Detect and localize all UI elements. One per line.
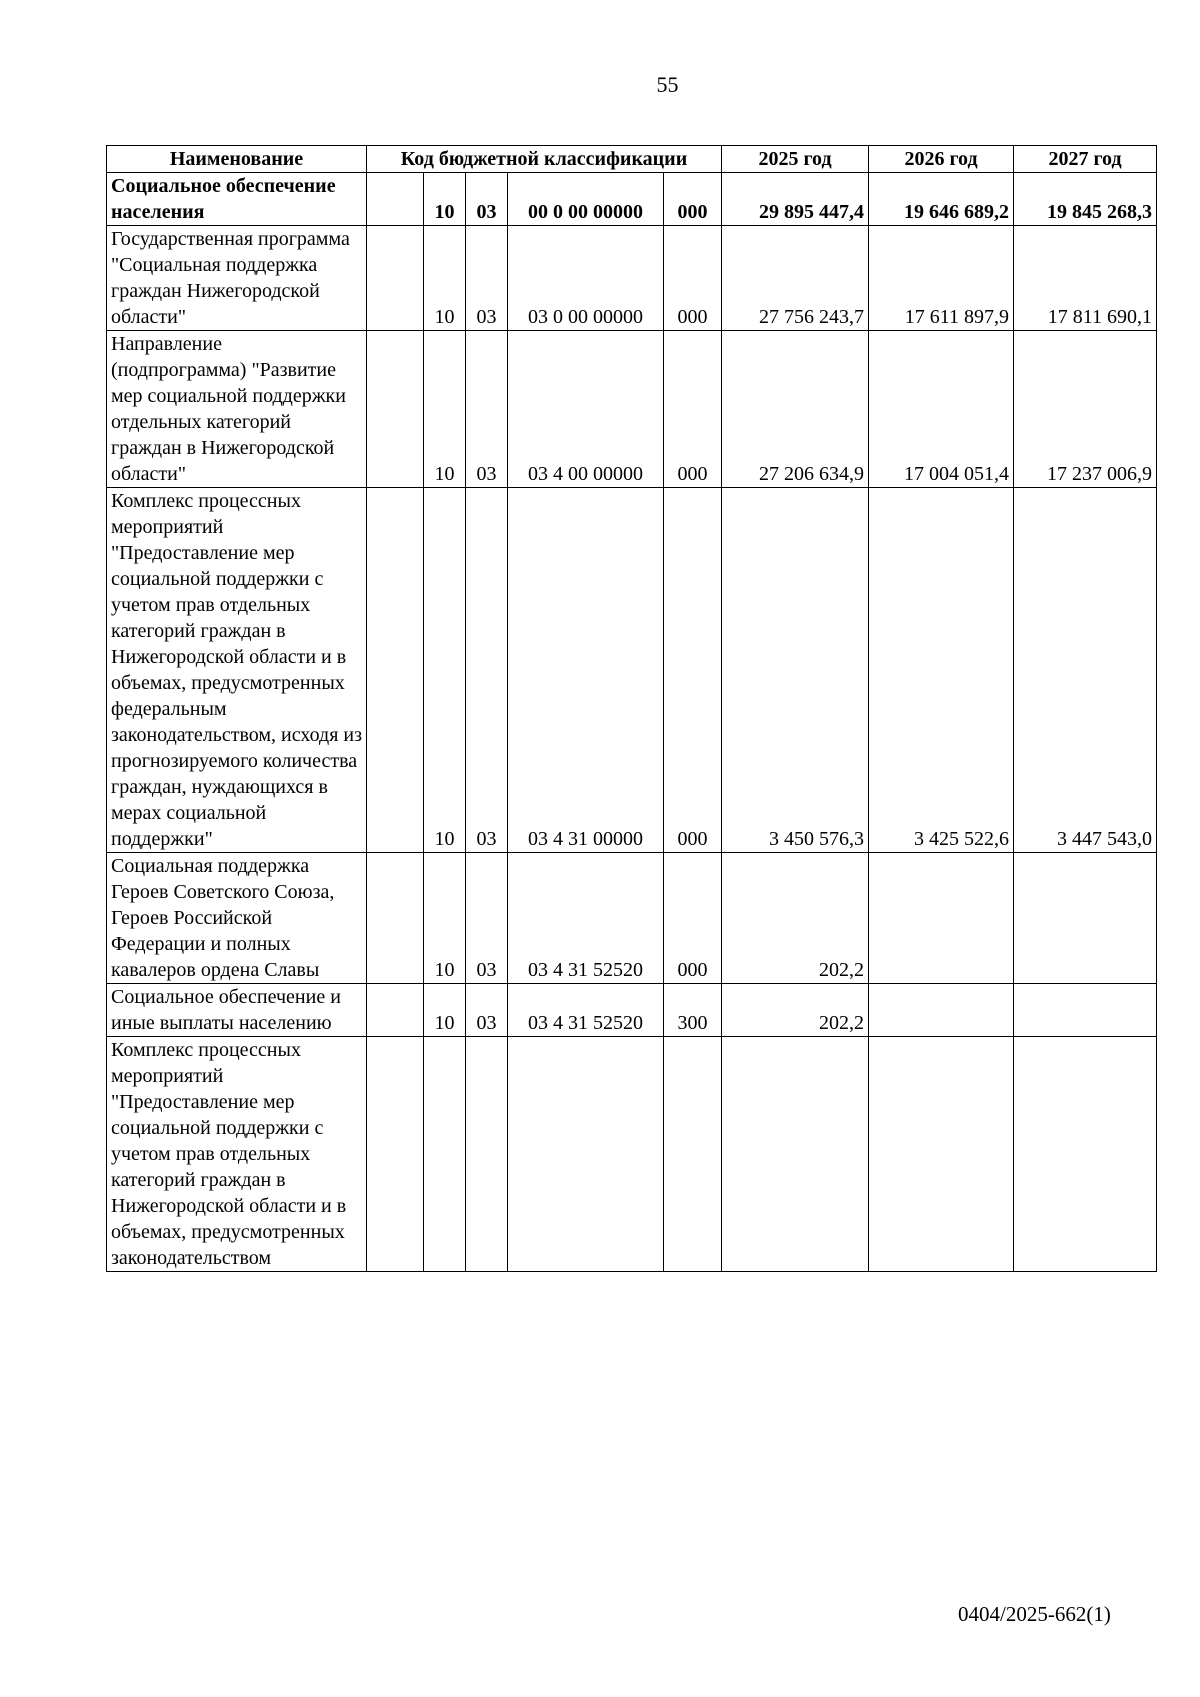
row-code-subsection: 03 (466, 331, 508, 488)
row-value-2025: 202,2 (722, 853, 869, 984)
table-row (107, 1037, 1157, 1272)
row-code-type: 000 (664, 488, 722, 853)
row-name: Социальная поддержка Героев Советского Союза, Героев Российской Федерации и полных кавалеров ордена Славы (107, 853, 367, 984)
table-row (107, 488, 1157, 853)
row-value-2026: 17 004 051,4 (869, 331, 1014, 488)
document-code: 0404/2025-662(1) (958, 1602, 1111, 1626)
row-code-section: 10 (424, 984, 466, 1037)
row-name: Социальное обеспечение и иные выплаты населению (107, 984, 367, 1037)
row-code-target (508, 1037, 664, 1272)
row-code-section: 10 (424, 331, 466, 488)
row-code-subsection: 03 (466, 853, 508, 984)
row-code-1 (367, 853, 424, 984)
row-value-2026: 19 646 689,2 (869, 173, 1014, 226)
header-2025: 2025 год (722, 146, 869, 173)
row-value-2027 (1014, 853, 1157, 984)
row-name: Комплекс процессных мероприятий "Предоставление мер социальной поддержки с учетом прав отдельных категорий граждан в Нижегородской области и в объемах, предусмотренных законодательством (107, 1037, 367, 1272)
row-value-2027 (1014, 1037, 1157, 1272)
row-code-1 (367, 331, 424, 488)
header-code: Код бюджетной классификации (367, 146, 722, 173)
row-code-subsection: 03 (466, 488, 508, 853)
row-code-target: 00 0 00 00000 (508, 173, 664, 226)
row-value-2027: 17 811 690,1 (1014, 226, 1157, 331)
row-value-2026: 3 425 522,6 (869, 488, 1014, 853)
row-value-2025: 202,2 (722, 984, 869, 1037)
budget-table (106, 145, 1157, 1272)
row-code-type: 000 (664, 226, 722, 331)
row-value-2025: 29 895 447,4 (722, 173, 869, 226)
row-name: Направление (подпрограмма) "Развитие мер социальной поддержки отдельных категорий граждан в Нижегородской области" (107, 331, 367, 488)
row-value-2025 (722, 1037, 869, 1272)
row-code-type: 300 (664, 984, 722, 1037)
table-row (107, 173, 1157, 226)
row-code-section: 10 (424, 853, 466, 984)
row-code-1 (367, 1037, 424, 1272)
row-code-type: 000 (664, 173, 722, 226)
table-row (107, 853, 1157, 984)
row-code-section (424, 1037, 466, 1272)
row-name: Государственная программа "Социальная поддержка граждан Нижегородской области" (107, 226, 367, 331)
header-2026: 2026 год (869, 146, 1014, 173)
header-2027: 2027 год (1014, 146, 1157, 173)
row-code-section: 10 (424, 488, 466, 853)
row-value-2027 (1014, 984, 1157, 1037)
page-number: 55 (656, 72, 679, 97)
row-code-section: 10 (424, 173, 466, 226)
row-code-subsection (466, 1037, 508, 1272)
row-value-2027: 19 845 268,3 (1014, 173, 1157, 226)
row-code-target: 03 4 00 00000 (508, 331, 664, 488)
row-code-section: 10 (424, 226, 466, 331)
row-value-2026: 17 611 897,9 (869, 226, 1014, 331)
row-code-1 (367, 173, 424, 226)
row-value-2026 (869, 984, 1014, 1037)
row-value-2027: 3 447 543,0 (1014, 488, 1157, 853)
row-value-2026 (869, 1037, 1014, 1272)
row-code-1 (367, 226, 424, 331)
table-row (107, 331, 1157, 488)
row-code-target: 03 4 31 52520 (508, 984, 664, 1037)
row-code-type: 000 (664, 331, 722, 488)
row-code-1 (367, 488, 424, 853)
row-code-type: 000 (664, 853, 722, 984)
row-code-subsection: 03 (466, 173, 508, 226)
row-code-target: 03 4 31 00000 (508, 488, 664, 853)
row-name: Комплекс процессных мероприятий "Предоставление мер социальной поддержки с учетом прав отдельных категорий граждан в Нижегородской области и в объемах, предусмотренных федеральным законодательством, исходя из прогнозируемого количества граждан, нуждающихся в мерах социальной поддержки" (107, 488, 367, 853)
row-name: Социальное обеспечение населения (107, 173, 367, 226)
row-code-target: 03 4 31 52520 (508, 853, 664, 984)
row-value-2025: 27 756 243,7 (722, 226, 869, 331)
header-name: Наименование (107, 146, 367, 173)
row-value-2026 (869, 853, 1014, 984)
row-code-type (664, 1037, 722, 1272)
table-row (107, 226, 1157, 331)
row-code-subsection: 03 (466, 984, 508, 1037)
table-header-row (107, 146, 1157, 173)
row-value-2025: 27 206 634,9 (722, 331, 869, 488)
row-code-target: 03 0 00 00000 (508, 226, 664, 331)
row-code-subsection: 03 (466, 226, 508, 331)
table-row (107, 984, 1157, 1037)
row-code-1 (367, 984, 424, 1037)
row-value-2027: 17 237 006,9 (1014, 331, 1157, 488)
row-value-2025: 3 450 576,3 (722, 488, 869, 853)
